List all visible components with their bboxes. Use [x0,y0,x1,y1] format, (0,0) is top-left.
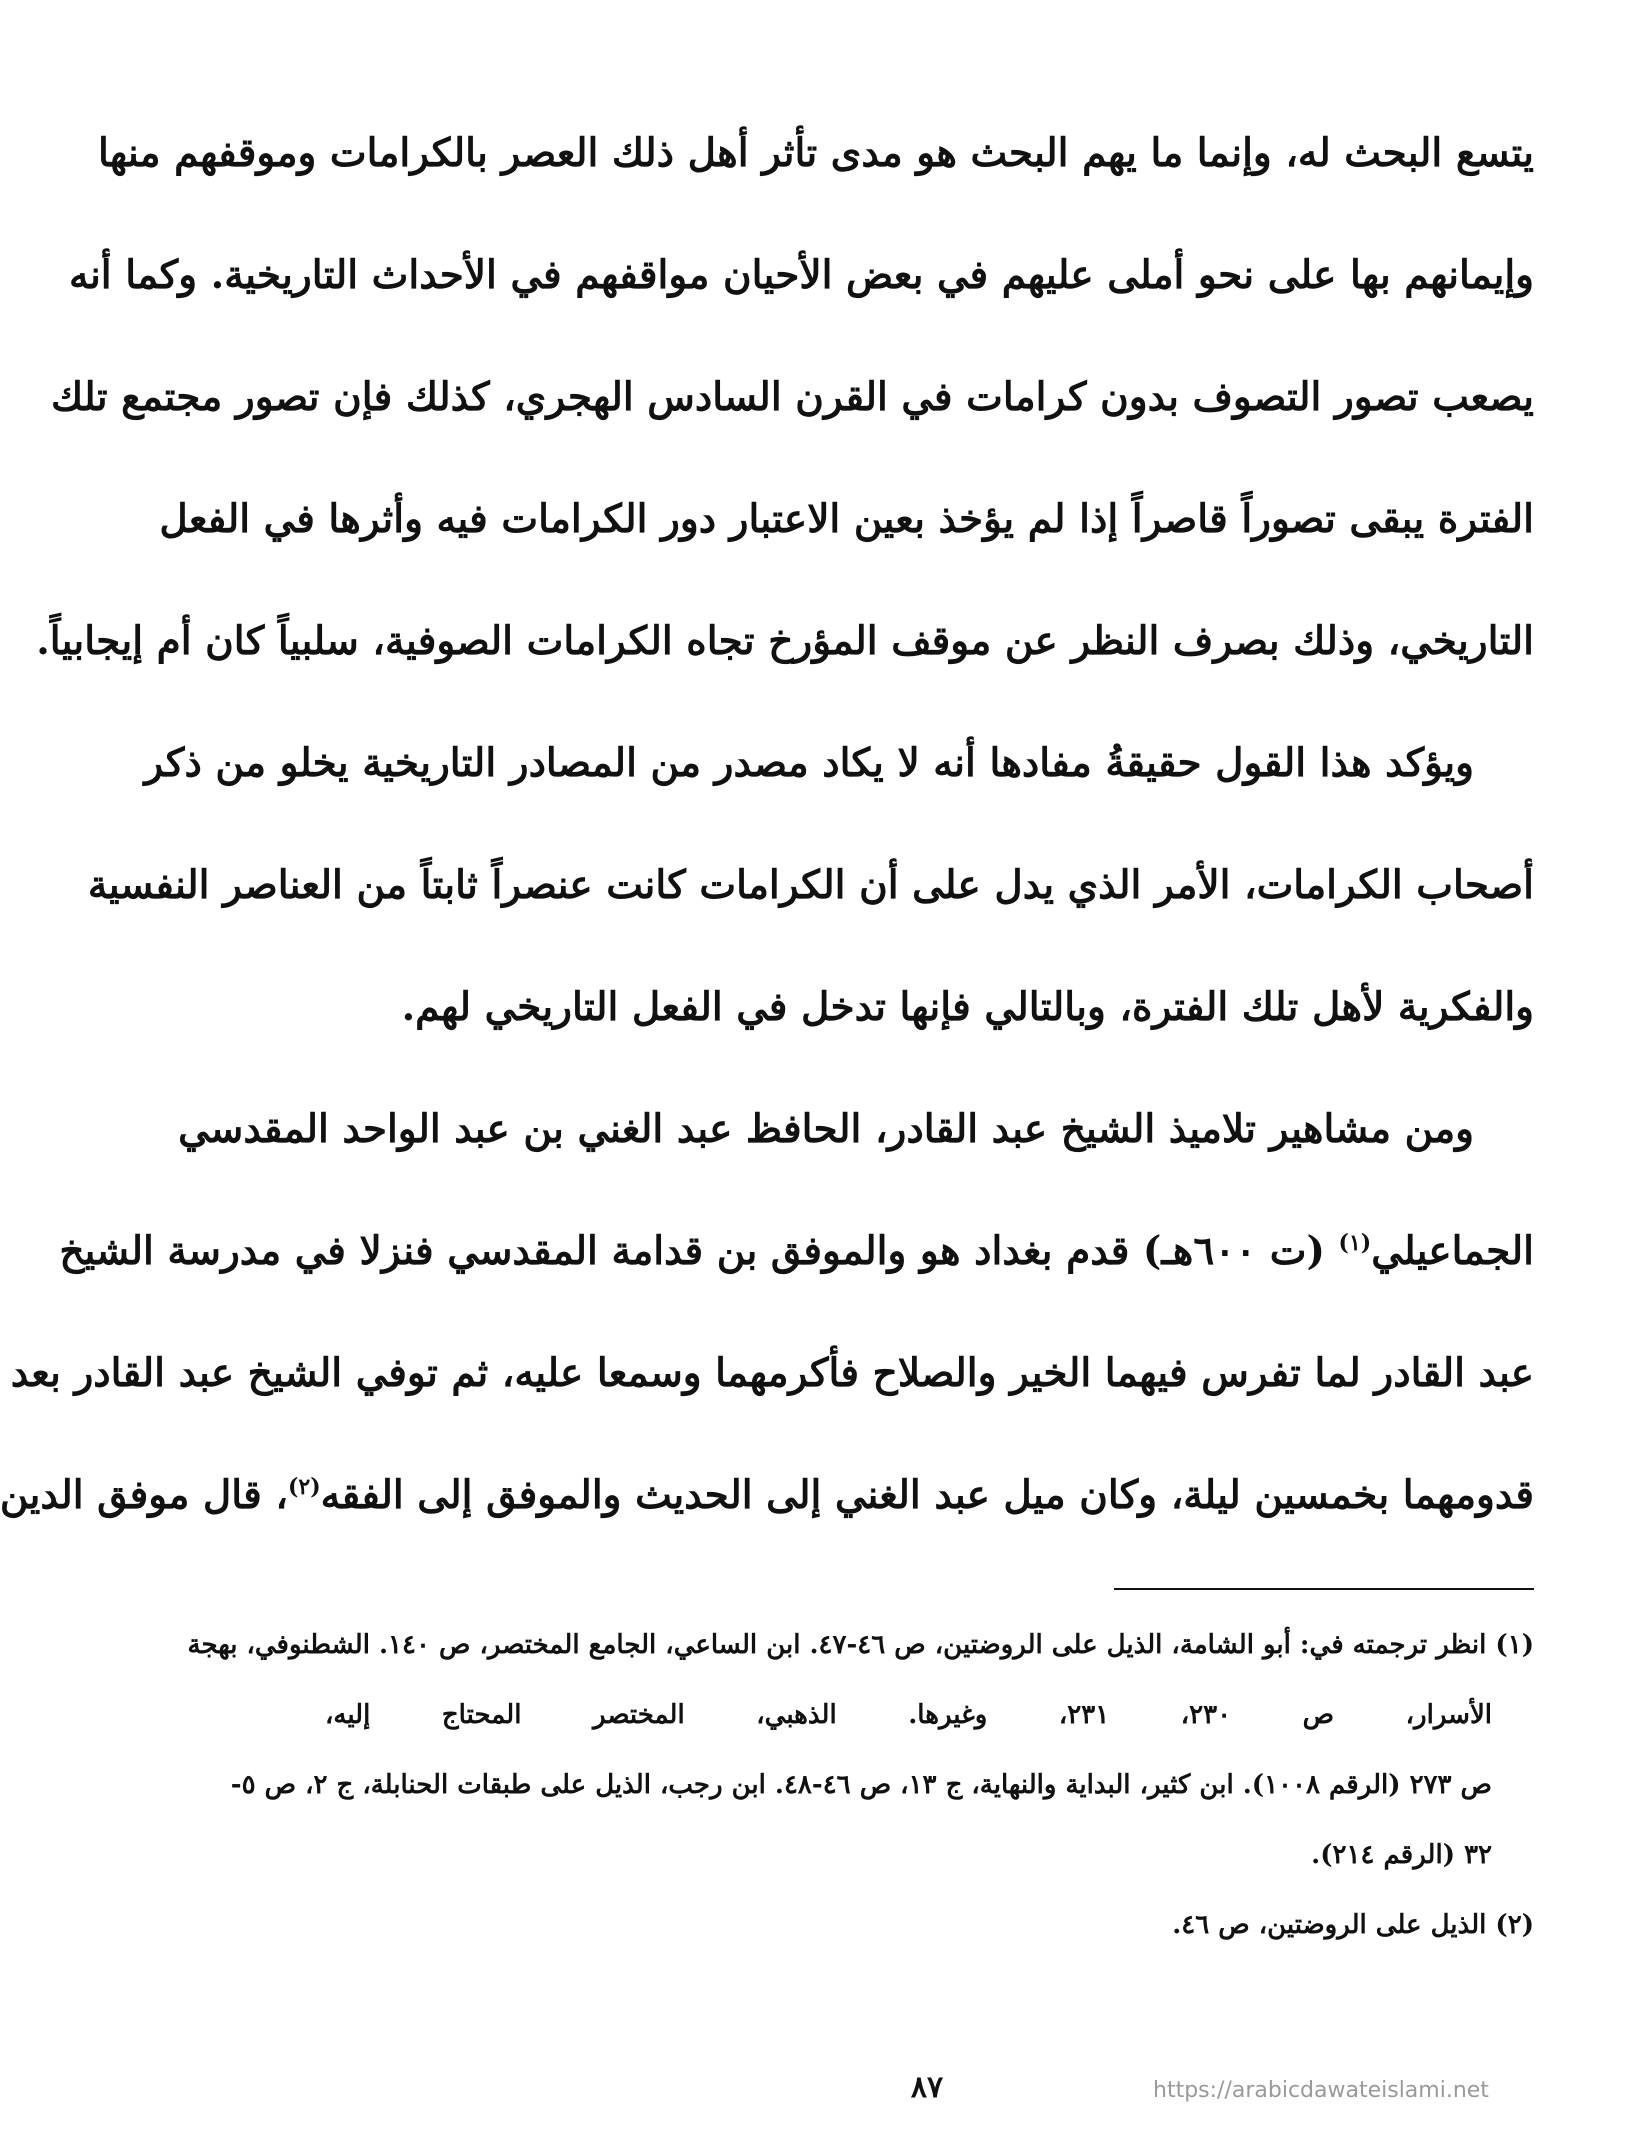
text-fragment: الجماعيلي [1371,1228,1534,1274]
footnote-1-line: ص ٢٧٣ (الرقم ١٠٠٨). ابن كثير، البداية والنهاية، ج ١٣، ص ٤٦-٤٨. ابن رجب، الذيل على طبقات الحنابلة، ج ٢، ص ٥- [230,1770,1492,1800]
text-line: يتسع البحث له، وإنما ما يهم البحث هو مدى تأثر أهل ذلك العصر بالكرامات وموقفهم منها [98,130,1534,176]
footnote-1-line: ٣٢ (الرقم ٢١٤). [1311,1840,1492,1870]
text-line: أصحاب الكرامات، الأمر الذي يدل على أن الكرامات كانت عنصراً ثابتاً من العناصر النفسية [87,862,1534,908]
footnote-separator [1114,1588,1534,1590]
text-line: ومن مشاهير تلاميذ الشيخ عبد القادر، الحافظ عبد الغني بن عبد الواحد المقدسي [178,1106,1474,1152]
text-line-with-footnote [59,1190,1534,1312]
text-line: عبد القادر لما تفرس فيهما الخير والصلاح فأكرمهما وسمعا عليه، ثم توفي الشيخ عبد القادر بعد [10,1350,1534,1396]
text-line: وإيمانهم بها على نحو أملى عليهم في بعض الأحيان مواقفهم في الأحداث التاريخية. وكما أنه [69,252,1534,298]
footnote-marker-2[interactable]: (٢) [287,1474,321,1500]
footnote-1-line [187,1610,1534,1680]
watermark-url: https://arabicdawateislami.net [1153,2078,1489,2103]
text-line: الفترة يبقى تصوراً قاصراً إذا لم يؤخذ بعين الاعتبار دور الكرامات فيه وأثرها في الفعل [159,496,1534,542]
text-fragment: ، قال موفق الدين [0,1472,288,1518]
text-line: والفكرية لأهل تلك الفترة، وبالتالي فإنها تدخل في الفعل التاريخي لهم. [401,984,1534,1030]
page-number: ٨٧ [910,2070,944,2105]
text-line-with-footnote [0,1434,1534,1556]
main-text [0,92,1534,1556]
text-fragment: (ت ٦٠٠هـ) قدم بغداد هو والموفق بن قدامة المقدسي فنزلا في مدرسة الشيخ [59,1228,1325,1274]
footnotes [187,1610,1534,1960]
footnote-marker-1[interactable]: (١) [1338,1230,1372,1256]
footnote-1-line: الأسرار، ص ٢٣٠، ٢٣١، وغيرها. الذهبي، المختصر المحتاج إليه، [325,1700,1493,1730]
text-line: يصعب تصور التصوف بدون كرامات في القرن السادس الهجري، كذلك فإن تصور مجتمع تلك [50,374,1534,420]
footnote-2-line [325,1890,1534,1960]
footnote-1-text: انظر ترجمته في: أبو الشامة، الذيل على الروضتين، ص ٤٦-٤٧. ابن الساعي، الجامع المختصر، ص ١٤٠. الشطنوفي، بهجة [187,1630,1487,1660]
text-line: ويؤكد هذا القول حقيقةُ مفادها أنه لا يكاد مصدر من المصادر التاريخية يخلو من ذكر [144,740,1474,786]
footnote-2-text: الذيل على الروضتين، ص ٤٦. [1172,1910,1487,1940]
footnote-1-marker: (١) [1495,1630,1534,1660]
footnote-2-marker: (٢) [1495,1910,1534,1940]
text-fragment: قدومهما بخمسين ليلة، وكان ميل عبد الغني إلى الحديث والموفق إلى الفقه [320,1472,1534,1518]
text-line: التاريخي، وذلك بصرف النظر عن موقف المؤرخ تجاه الكرامات الصوفية، سلبياً كان أم إيجابياً. [36,618,1534,664]
